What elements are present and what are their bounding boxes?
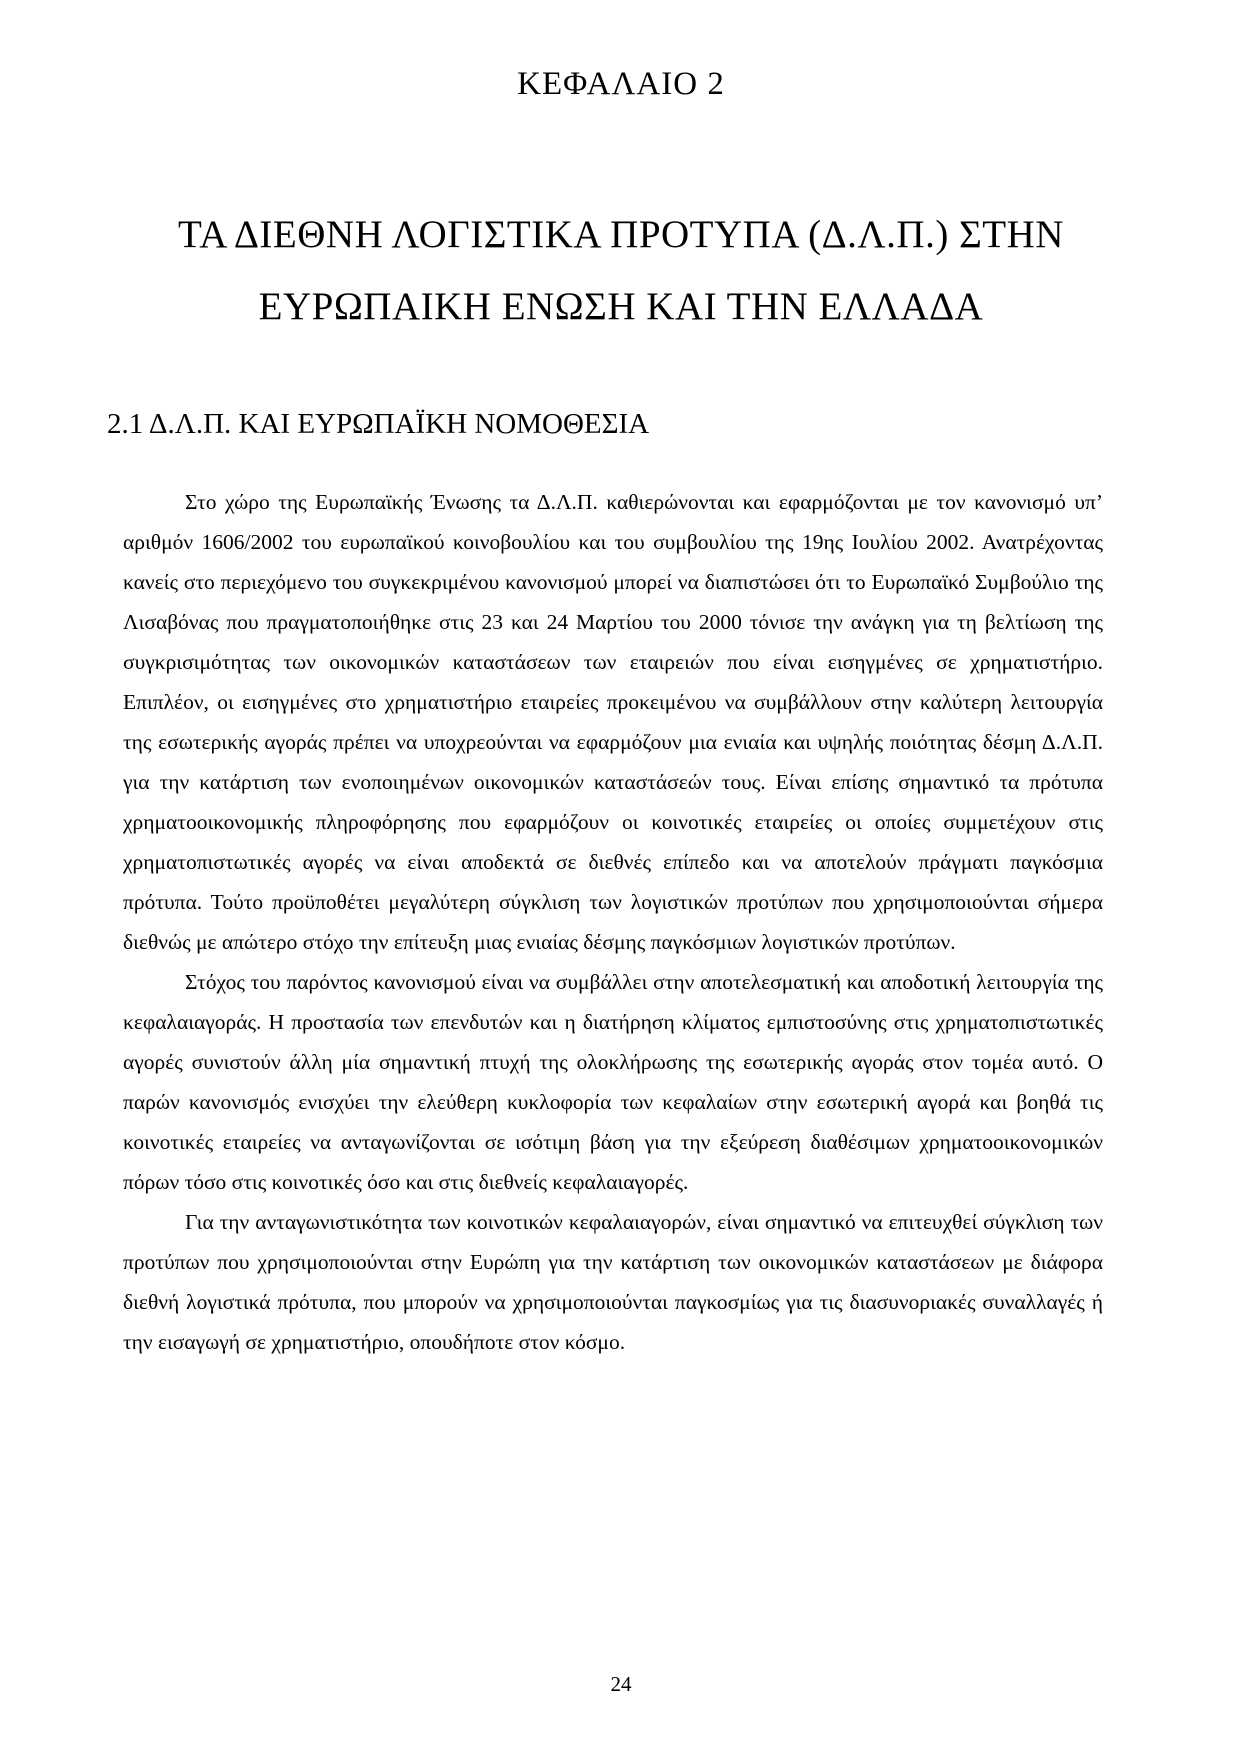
paragraph-2: Στόχος του παρόντος κανονισμού είναι να συμβάλλει στην αποτελεσματική και αποδοτική λειτουργία της κεφαλαιαγοράς. Η προστασία των επενδυτών και η διατήρηση κλίματος εμπιστοσύνης στις χρηματοπιστωτικές αγορές συνιστούν άλλη μία σημαντική πτυχή της ολοκλήρωσης της εσωτερικής αγοράς στον τομέα αυτό. Ο παρών κανονισμός ενισχύει την ελεύθερη κυκλοφορία των κεφαλαίων στην εσωτερική αγορά και βοηθά τις κοινοτικές εταιρείες να ανταγωνίζονται σε ισότιμη βάση για την εξεύρεση διαθέσιμων χρηματοοικονομικών πόρων τόσο στις κοινοτικές όσο και στις διεθνείς κεφαλαιαγορές. (123, 970, 1103, 1194)
chapter-title-line-1: ΤΑ ΔΙΕΘΝΗ ΛΟΓΙΣΤΙΚΑ ΠΡΟΤΥΠΑ (Δ.Λ.Π.) ΣΤΗΝ (178, 213, 1064, 256)
page-number: 24 (610, 1672, 632, 1696)
paragraph-1: Στο χώρο της Ευρωπαϊκής Ένωσης τα Δ.Λ.Π. καθιερώνονται και εφαρμόζονται με τον κανονισμό υπ’ αριθμόν 1606/2002 του ευρωπαϊκού κοινοβουλίου και του συμβουλίου της 19ης Ιουλίου 2002. Ανατρέχοντας κανείς στο περιεχόμενο του συγκεκριμένου κανονισμού μπορεί να διαπιστώσει ότι το Ευρωπαϊκό Συμβούλιο της Λισαβόνας που πραγματοποιήθηκε στις 23 και 24 Μαρτίου του 2000 τόνισε την ανάγκη για τη βελτίωση της συγκρισιμότητας των οικονομικών καταστάσεων των εταιρειών που είναι εισηγμένες σε χρηματιστήριο. Επιπλέον, οι εισηγμένες στο χρηματιστήριο εταιρείες προκειμένου να συμβάλλουν στην καλύτερη λειτουργία της εσωτερικής αγοράς πρέπει να υποχρεούνται να εφαρμόζουν μια ενιαία και υψηλής ποιότητας δέσμη Δ.Λ.Π. για την κατάρτιση των ενοποιημένων οικονομικών καταστάσεών τους. Είναι επίσης σημαντικό τα πρότυπα χρηματοοικονομικής πληροφόρησης που εφαρμόζουν οι κοινοτικές εταιρείες οι οποίες συμμετέχουν στις χρηματοπιστωτικές αγορές να είναι αποδεκτά σε διεθνές επίπεδο και να αποτελούν πράγματι παγκόσμια πρότυπα. Τούτο προϋποθέτει μεγαλύτερη σύγκλιση των λογιστικών προτύπων που χρησιμοποιούνται σήμερα διεθνώς με απώτερο στόχο την επίτευξη μιας ενιαίας δέσμης παγκόσμιων λογιστικών προτύπων. (123, 490, 1103, 954)
chapter-title-line-2: ΕΥΡΩΠΑΙΚΗ ΕΝΩΣΗ ΚΑΙ ΤΗΝ ΕΛΛΑΔΑ (258, 285, 984, 328)
body-text (123, 482, 1103, 1362)
section-heading: 2.1 Δ.Λ.Π. ΚΑΙ ΕΥΡΩΠΑΪΚΗ ΝΟΜΟΘΕΣΙΑ (107, 408, 650, 440)
chapter-heading: ΚΕΦΑΛΑΙΟ 2 (517, 66, 725, 102)
paragraph-3: Για την ανταγωνιστικότητα των κοινοτικών κεφαλαιαγορών, είναι σημαντικό να επιτευχθεί σύγκλιση των προτύπων που χρησιμοποιούνται στην Ευρώπη για την κατάρτιση των οικονομικών καταστάσεων με διάφορα διεθνή λογιστικά πρότυπα, που μπορούν να χρησιμοποιούνται παγκοσμίως για τις διασυνοριακές συναλλαγές ή την εισαγωγή σε χρηματιστήριο, οπουδήποτε στον κόσμο. (123, 1210, 1103, 1354)
